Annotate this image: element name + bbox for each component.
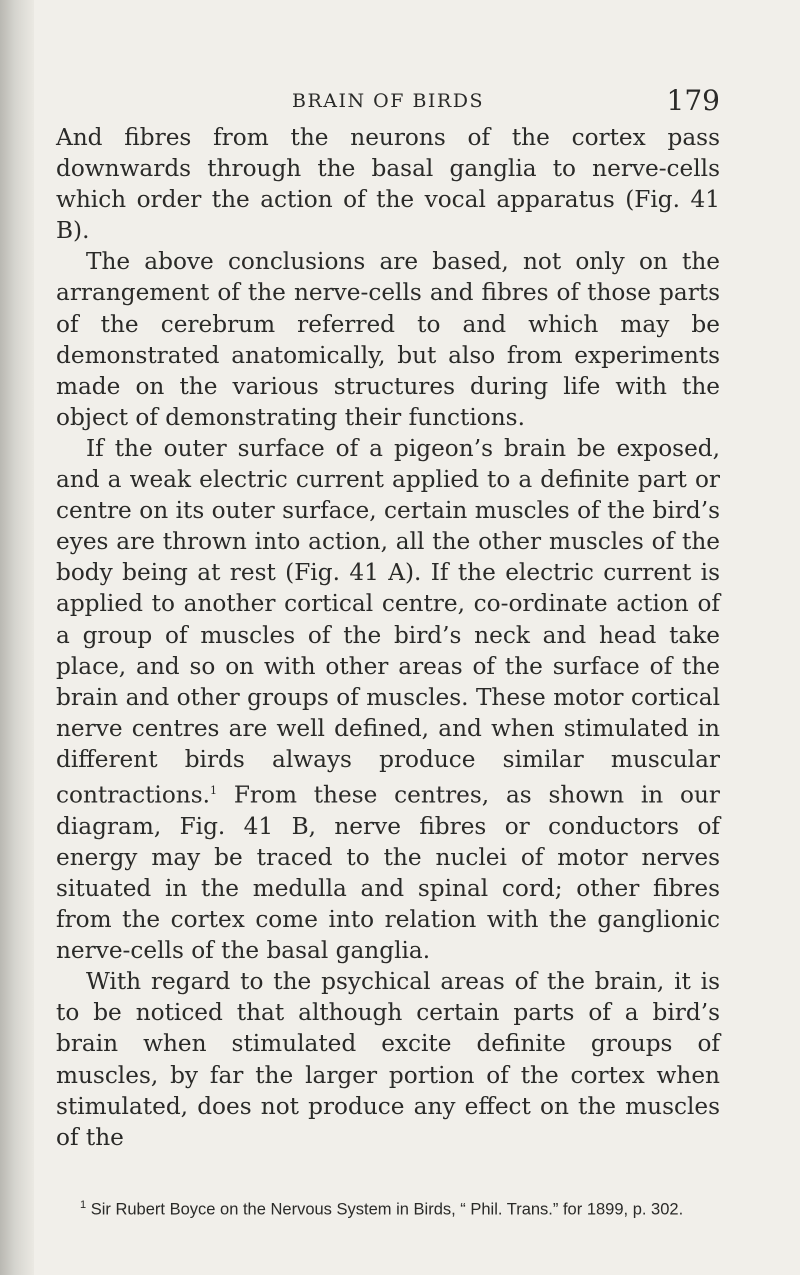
body-text: [56, 122, 720, 1153]
paragraph-3-continued: From these centres, as shown in our diagram, Fig. 41 B, nerve fibres or conductors of energy may be traced to the nuclei of motor nerves situated in the medulla and spinal cord; other fibres from the cortex come into relation with the ganglionic nerve-cells of the basal ganglia.: [56, 781, 721, 965]
paragraph-3: [56, 433, 720, 966]
page-number: 179: [666, 84, 720, 117]
running-title: BRAIN OF BIRDS: [292, 90, 484, 112]
running-head: [56, 84, 720, 120]
footnote: [56, 1195, 720, 1220]
paragraph-1: And fibres from the neurons of the cortex pass downwards through the basal ganglia to nerve-cells which order the action of the vocal apparatus (Fig. 41 B).: [56, 124, 720, 245]
footnote-text: Sir Rubert Boyce on the Nervous System in Birds, “ Phil. Trans.” for 1899, p. 302.: [90, 1200, 684, 1219]
paragraph-2: The above conclusions are based, not only on the arrangement of the nerve-cells and fibres of those parts of the cerebrum referred to and which may be demonstrated anatomically, but also from experiments made on the various structures during life with the object of demonstrating their functions.: [56, 248, 720, 431]
footnote-reference: 1: [210, 783, 217, 797]
paragraph-3-text: If the outer surface of a pigeon’s brain be exposed, and a weak electric current applied to a definite part or centre on its outer surface, certain muscles of the bird’s eyes are thrown into action, all the other muscles of the body being at rest (Fig. 41 A). If the electric current is applied to another cortical centre, co-ordinate action of a group of muscles of the bird’s neck and head take place, and so on with other areas of the surface of the brain and other groups of muscles. These motor cortical nerve centres are well defined, and when stimulated in different birds always produce similar muscular contractions.: [56, 434, 720, 809]
page-edge-shadow: [0, 0, 34, 1275]
footnote-marker: 1: [80, 1199, 87, 1211]
paragraph-4: With regard to the psychical areas of the brain, it is to be noticed that although certain parts of a bird’s brain when stimulated excite definite groups of muscles, by far the larger portion of the cortex when stimulated, does not produce any effect on the muscles of the: [56, 968, 720, 1151]
